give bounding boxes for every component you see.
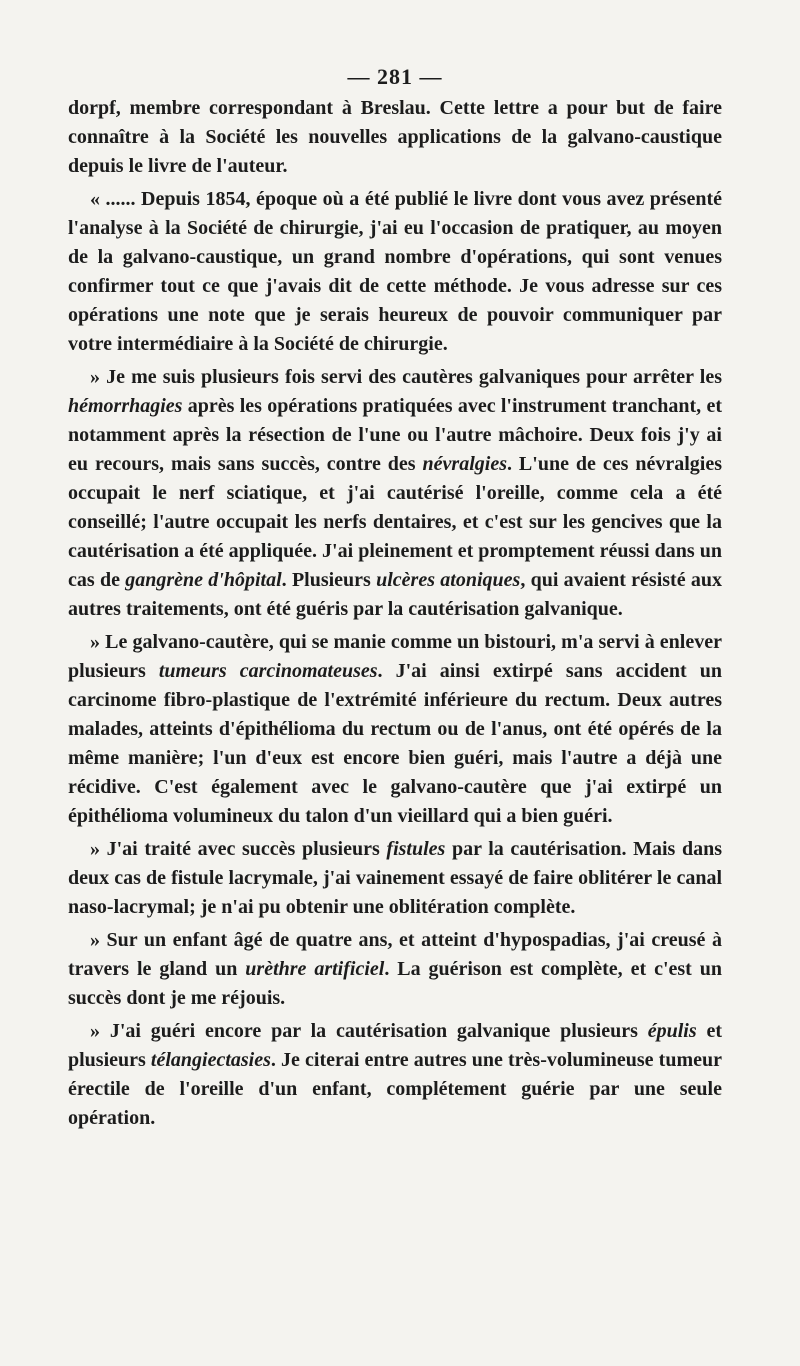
text-run: . J'ai ainsi extirpé sans accident un carcinome fibro-plastique de l'extrémité inférieure du rectum. Deux autres malades, atteints d'épithélioma du rectum ou de l'anus, ont été opérés de la même manière; l'un d'eux est encore bien guéri, mais l'autre a déjà une récidive. C'est également avec le galvano-cautère que j'ai extirpé un épithélioma volumineux du talon d'un vieillard qui a bien guéri. bbox=[68, 660, 722, 827]
paragraph-epulis bbox=[68, 1017, 722, 1133]
paragraph-letter-intro bbox=[68, 185, 722, 359]
text-run: » J'ai traité avec succès plusieurs bbox=[90, 838, 387, 860]
text-run: » Je me suis plusieurs fois servi des cautères galvaniques pour arrêter les bbox=[90, 366, 722, 388]
text-run: et plusieurs bbox=[68, 1020, 722, 1071]
text-run: dorpf, membre correspondant à Breslau. Cette lettre a pour but de faire connaître à la Société les nouvelles applications de la galvano-caustique depuis le livre de l'auteur. bbox=[68, 97, 722, 177]
italic-term: ulcères atoniques bbox=[376, 569, 521, 591]
text-run: par la cautérisation. Mais dans deux cas de fistule lacrymale, j'ai vainement essayé de faire oblitérer le canal naso-lacrymal; je n'ai pu obtenir une oblitération complète. bbox=[68, 838, 722, 918]
italic-term: hémorrhagies bbox=[68, 395, 183, 417]
text-run: , qui avaient résisté aux autres traitements, ont été guéris par la cautérisation galvanique. bbox=[68, 569, 722, 620]
italic-term: gangrène d'hôpital bbox=[125, 569, 282, 591]
italic-term: télangiectasies bbox=[150, 1049, 271, 1071]
text-run: . Plusieurs bbox=[281, 569, 377, 591]
paragraph-tumors bbox=[68, 628, 722, 831]
italic-term: névralgies bbox=[422, 453, 507, 475]
text-run: après les opérations pratiquées avec l'instrument tranchant, et notamment après la résection de l'une ou l'autre mâchoire. Deux fois j'y ai eu recours, mais sans succès, contre des bbox=[68, 395, 722, 475]
text-run: . Je citerai entre autres une très-volumineuse tumeur érectile de l'oreille d'un enfant, complétement guérie par une seule opération. bbox=[68, 1049, 722, 1129]
text-run: « ...... Depuis 1854, époque où a été publié le livre dont vous avez présenté l'analyse à la Société de chirurgie, j'ai eu l'occasion de pratiquer, au moyen de la galvano-caustique, un grand nombre d'opérations, qui sont venues confirmer tout ce que j'avais dit de cette méthode. Je vous adresse sur ces opérations une note que je serais heureux de pouvoir communiquer par votre intermédiaire à la Société de chirurgie. bbox=[68, 188, 722, 355]
paragraph-hypospadias bbox=[68, 926, 722, 1013]
text-run: » Sur un enfant âgé de quatre ans, et atteint d'hypospadias, j'ai creusé à travers le gland un bbox=[68, 929, 722, 980]
italic-term: épulis bbox=[647, 1020, 697, 1042]
page-number: — 281 — bbox=[347, 64, 443, 89]
paragraph-fistulas bbox=[68, 835, 722, 922]
paragraph-continuation bbox=[68, 94, 722, 181]
text-run: » J'ai guéri encore par la cautérisation galvanique plusieurs bbox=[90, 1020, 648, 1042]
italic-term: urèthre artificiel bbox=[245, 958, 385, 980]
italic-term: tumeurs carcinomateuses bbox=[158, 660, 378, 682]
paragraph-hemorrhages bbox=[68, 363, 722, 624]
text-run: . La guérison est complète, et c'est un succès dont je me réjouis. bbox=[68, 958, 723, 1009]
text-run: . L'une de ces névralgies occupait le nerf sciatique, et j'ai cautérisé l'oreille, comme cela a été conseillé; l'autre occupait les nerfs dentaires, et c'est sur les gencives que la cautérisation a été appliquée. J'ai pleinement et promptement réussi dans un cas de bbox=[68, 453, 722, 591]
text-run: » Le galvano-cautère, qui se manie comme un bistouri, m'a servi à enlever plusieurs bbox=[68, 631, 722, 682]
italic-term: fistules bbox=[386, 838, 446, 860]
